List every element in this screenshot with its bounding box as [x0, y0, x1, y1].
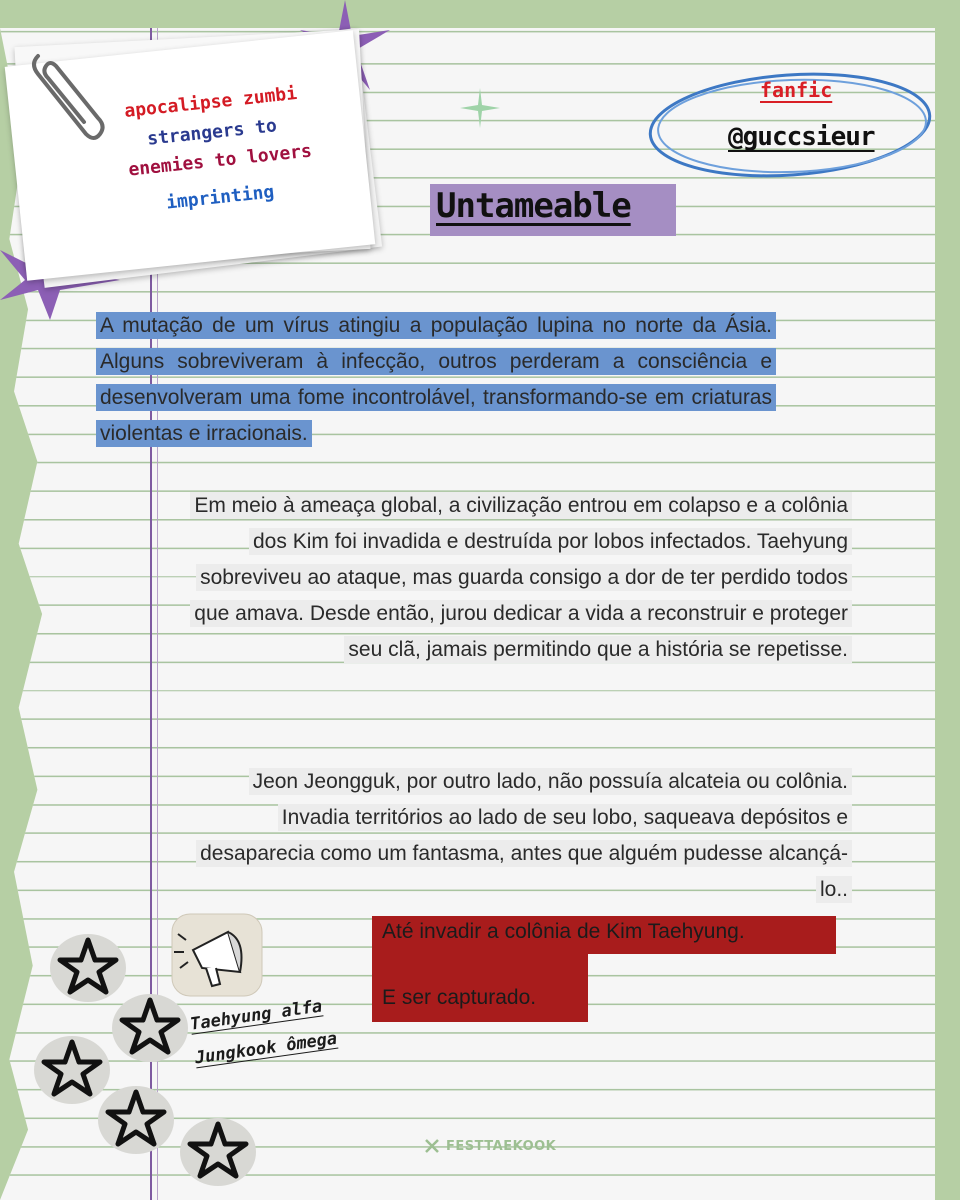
green-sparkle-icon: [460, 88, 500, 128]
story-title: Untameable: [436, 186, 631, 226]
fanfic-label: fanfic: [760, 78, 833, 102]
paragraph-3-text: Jeon Jeongguk, por outro lado, não possuía alcateia ou colônia. Invadia territórios ao lado de seu lobo, saqueava depósitos e desaparecia como um fantasma, antes que alguém pudesse alcançá-lo..: [196, 768, 852, 903]
footer-brand: [424, 1138, 556, 1154]
tag-enemies-to-lovers: enemies to lovers: [127, 140, 313, 181]
role-jungkook: Jungkook ômega: [193, 1028, 339, 1069]
star-sticker-icon: [176, 1112, 260, 1192]
author-handle[interactable]: @guccsieur: [728, 122, 875, 152]
paperclip-icon: [28, 46, 108, 146]
footer-text: FESTTAEKOOK: [446, 1138, 557, 1154]
synopsis-paragraph-1: [96, 308, 776, 452]
tag-strangers: strangers to: [146, 115, 278, 150]
x-logo-icon: [424, 1138, 440, 1154]
tag-apocalipse: apocalipse zumbi: [123, 82, 299, 123]
star-sticker-icon: [94, 1080, 178, 1160]
highlight-line-1: Até invadir a colônia de Kim Taehyung.: [382, 920, 745, 943]
synopsis-paragraph-2: [186, 488, 852, 668]
star-sticker-icon: [108, 988, 192, 1068]
highlight-line-2: E ser capturado.: [382, 986, 537, 1009]
megaphone-icon: [168, 910, 268, 1000]
paragraph-2-text: Em meio à ameaça global, a civilização entrou em colapso e a colônia dos Kim foi invadida e destruída por lobos infectados. Taehyung sobreviveu ao ataque, mas guarda consigo a dor de ter perdido todos que amava. Desde então, jurou dedicar a vida a reconstruir e proteger seu clã, jamais permitindo que a história se repetisse.: [190, 492, 852, 663]
synopsis-paragraph-3: [180, 764, 852, 908]
tag-imprinting: imprinting: [165, 181, 276, 214]
paragraph-1-text: A mutação de um vírus atingiu a população lupina no norte da Ásia. Alguns sobreviveram à infecção, outros perderam a consciência e desenvolveram uma fome incontrolável, transformando-se em criaturas violentas e irracionais.: [96, 312, 776, 447]
role-taehyung: Taehyung alfa: [188, 996, 324, 1035]
